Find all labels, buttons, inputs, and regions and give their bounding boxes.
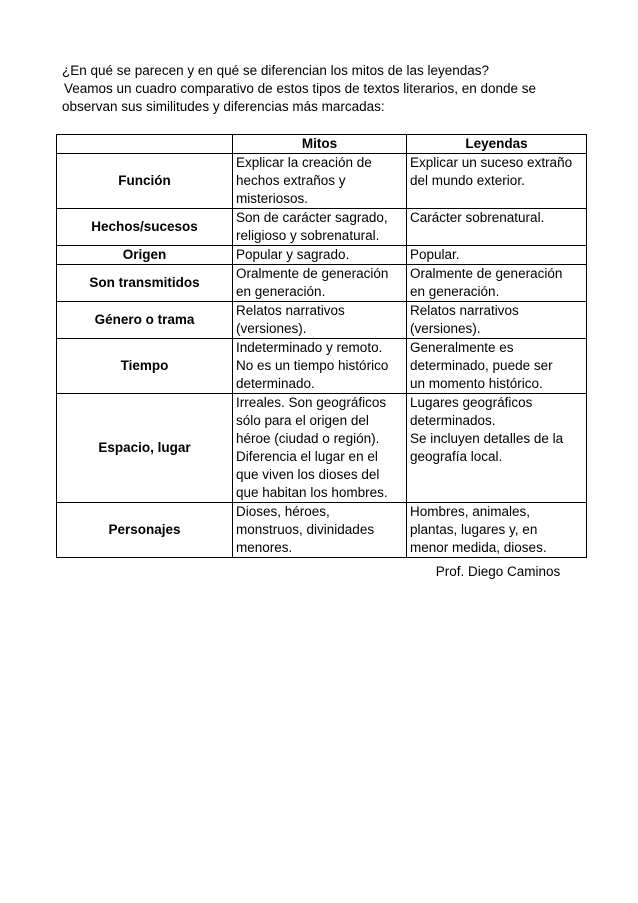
header-mitos: Mitos [233, 135, 407, 154]
header-empty-cell [57, 135, 233, 154]
row-label: Hechos/sucesos [57, 209, 233, 246]
cell-line: Indeterminado y remoto. [236, 340, 383, 355]
cell-line: un momento histórico. [410, 376, 543, 391]
cell-line: determinados. [410, 413, 496, 428]
table-row [57, 265, 587, 302]
table-row [57, 503, 587, 558]
cell-line: Oralmente de generación [236, 266, 389, 281]
table-row [57, 302, 587, 339]
mitos-cell [233, 209, 407, 246]
leyendas-cell [407, 503, 587, 558]
cell-line: hechos extraños y [236, 173, 346, 188]
header-leyendas: Leyendas [407, 135, 587, 154]
cell-line: Se incluyen detalles de la [410, 431, 564, 446]
mitos-cell [233, 339, 407, 394]
table-row [57, 339, 587, 394]
cell-line: en generación. [236, 284, 326, 299]
mitos-cell [233, 503, 407, 558]
cell-line: Explicar la creación de [236, 155, 372, 170]
cell-line: plantas, lugares y, en [410, 522, 538, 537]
table-row [57, 246, 587, 265]
leyendas-cell [407, 265, 587, 302]
intro-line: observan sus similitudes y diferencias más marcadas: [62, 99, 385, 114]
intro-line: Veamos un cuadro comparativo de estos tipos de textos literarios, en donde se [64, 81, 537, 96]
row-label: Origen [57, 246, 233, 265]
mitos-cell [233, 302, 407, 339]
row-label: Género o trama [57, 302, 233, 339]
leyendas-cell [407, 246, 587, 265]
mitos-cell [233, 394, 407, 503]
cell-line: Explicar un suceso extraño [410, 155, 573, 170]
cell-line: religioso y sobrenatural. [236, 228, 380, 243]
intro-paragraph [62, 62, 562, 116]
cell-line: menor medida, dioses. [410, 540, 547, 555]
table-row [57, 154, 587, 209]
cell-line: No es un tiempo histórico [236, 358, 389, 373]
cell-line: Diferencia el lugar en el [236, 449, 378, 464]
cell-line: Oralmente de generación [410, 266, 563, 281]
cell-line: sólo para el origen del [236, 413, 369, 428]
cell-line: en generación. [410, 284, 500, 299]
cell-line: del mundo exterior. [410, 173, 525, 188]
cell-line: determinado, puede ser [410, 358, 553, 373]
cell-line: geografía local. [410, 449, 503, 464]
cell-line: Carácter sobrenatural. [410, 210, 545, 225]
cell-line: héroe (ciudad o región). [236, 431, 380, 446]
table-row [57, 209, 587, 246]
cell-line: (versiones). [410, 321, 481, 336]
leyendas-cell [407, 394, 587, 503]
intro-line: ¿En qué se parecen y en qué se diferencian los mitos de las leyendas? [62, 63, 490, 78]
cell-line: que habitan los hombres. [236, 485, 388, 500]
cell-line: Dioses, héroes, [236, 504, 330, 519]
cell-line: Irreales. Son geográficos [236, 395, 387, 410]
cell-line: monstruos, divinidades [236, 522, 375, 537]
cell-line: Popular. [410, 247, 460, 262]
cell-line: Relatos narrativos [410, 303, 519, 318]
table-row [57, 394, 587, 503]
cell-line: misteriosos. [236, 191, 309, 206]
leyendas-cell [407, 154, 587, 209]
cell-line: Lugares geográficos [410, 395, 533, 410]
comparison-table [56, 134, 587, 558]
row-label: Son transmitidos [57, 265, 233, 302]
mitos-cell [233, 265, 407, 302]
row-label: Espacio, lugar [57, 394, 233, 503]
row-label: Tiempo [57, 339, 233, 394]
leyendas-cell [407, 339, 587, 394]
cell-line: determinado. [236, 376, 315, 391]
cell-line: menores. [236, 540, 293, 555]
mitos-cell [233, 246, 407, 265]
leyendas-cell [407, 302, 587, 339]
row-label: Personajes [57, 503, 233, 558]
cell-line: que viven los dioses del [236, 467, 380, 482]
cell-line: Popular y sagrado. [236, 247, 350, 262]
author-signature: Prof. Diego Caminos [435, 564, 561, 579]
cell-line: Generalmente es [410, 340, 514, 355]
cell-line: Son de carácter sagrado, [236, 210, 388, 225]
table-header-row [57, 135, 587, 154]
cell-line: (versiones). [236, 321, 307, 336]
cell-line: Hombres, animales, [410, 504, 531, 519]
cell-line: Relatos narrativos [236, 303, 345, 318]
row-label: Función [57, 154, 233, 209]
leyendas-cell [407, 209, 587, 246]
mitos-cell [233, 154, 407, 209]
